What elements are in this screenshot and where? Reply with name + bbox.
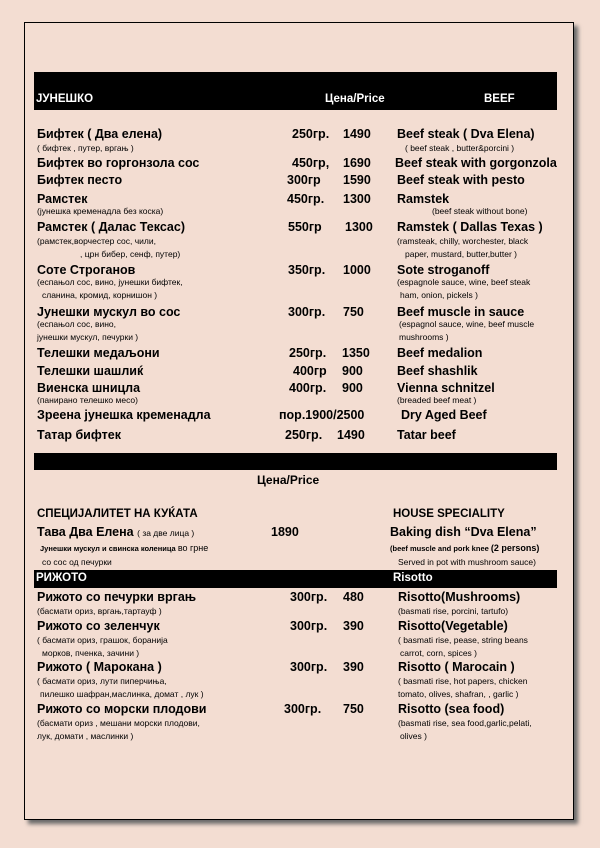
beef-item-desc-en: ( beef steak , butter&porcini )	[405, 143, 515, 153]
beef-item-name-mk: Бифтек ( Два елена)	[37, 127, 163, 141]
beef-item-name-mk: Татар бифтек	[37, 428, 121, 442]
risotto-item-desc-mk: ( басмати ориз, лути пиперчиња,	[37, 676, 167, 686]
house-desc-en-1	[390, 543, 539, 553]
beef-item-price: 900	[342, 364, 363, 378]
risotto-item-weight: 300гр.	[290, 619, 328, 633]
beef-item-name-en: Tatar beef	[397, 428, 456, 442]
risotto-item-desc-en: ( basmati rise, hot papers, chicken	[398, 676, 528, 686]
beef-header-bar	[34, 90, 557, 110]
risotto-header-bar	[34, 570, 557, 588]
beef-item-desc-mk: ( бифтек , путер, вргањ )	[37, 143, 134, 153]
beef-item-weight: 300гр	[287, 173, 321, 187]
beef-item-name-mk: Телешки шашлиќ	[37, 364, 144, 378]
beef-item-desc-mk: , црн бибер, сенф, путер)	[80, 249, 181, 259]
risotto-item-weight: 300гр.	[284, 702, 322, 716]
beef-item-name-en: Ramstek	[397, 192, 450, 206]
risotto-item-name-mk: Рижото ( Марокана )	[37, 660, 162, 674]
beef-header-mk: ЈУНЕШКО	[36, 93, 94, 105]
house-desc-mk-1a: Јунешки мускул и свинска коленица	[40, 544, 176, 553]
beef-item-name-mk: Јунешки мускул во сос	[37, 305, 181, 319]
house-title-en: HOUSE SPECIALITY	[393, 508, 505, 520]
risotto-header-en: Risotto	[393, 572, 433, 584]
house-desc-en-1b: (2 persons)	[490, 543, 540, 553]
house-dish-en: Baking dish “Dva Elena”	[390, 525, 537, 539]
risotto-item-desc-mk: морков, пченка, зачини )	[42, 648, 140, 658]
beef-item-desc-en: paper, mustard, butter,butter )	[405, 249, 517, 259]
risotto-item-desc-en: (basmati rise, porcini, tartufo)	[398, 606, 509, 616]
house-desc-en-1a: (beef muscle and pork knee	[390, 544, 489, 553]
beef-item-desc-en: (breaded beef meat )	[397, 395, 477, 405]
beef-item-price: 1300	[345, 220, 373, 234]
risotto-item-desc-mk: пилешко шафран,маслинка, домат , лук )	[40, 689, 204, 699]
beef-item-weight: 450гр,	[292, 156, 330, 170]
beef-item-price: 1490	[337, 428, 365, 442]
beef-item-desc-mk: јунешки мускул, печурки )	[37, 332, 139, 342]
risotto-item-name-en: Risotto(Vegetable)	[398, 619, 508, 633]
house-dish-mk-name: Тава Два Елена	[37, 525, 134, 539]
risotto-item-name-en: Risotto (sea food)	[398, 702, 505, 716]
beef-item-weight: 400гр	[293, 364, 327, 378]
house-title-mk: СПЕЦИЈАЛИТЕТ НА КУЌАТА	[37, 508, 198, 520]
top-black-bar	[34, 72, 557, 90]
beef-item-desc-mk: (рамстек,ворчестер сос, чили,	[37, 236, 156, 246]
risotto-item-weight: 300гр.	[290, 660, 328, 674]
beef-item-name-mk: Телешки медаљони	[37, 346, 160, 360]
risotto-item-price: 390	[343, 619, 364, 633]
risotto-item-desc-en: carrot, corn, spices )	[400, 648, 477, 658]
beef-item-price: 1300	[343, 192, 371, 206]
beef-item-price: 1350	[342, 346, 370, 360]
risotto-item-price: 750	[343, 702, 364, 716]
beef-item-name-mk: Зреена јунешка кременадла	[37, 408, 211, 422]
house-desc-en-2: Served in pot with mushroom sauce)	[398, 557, 536, 567]
beef-item-price: 900	[342, 381, 363, 395]
house-dish-mk-note: ( за две лица )	[137, 528, 195, 538]
risotto-header-mk: РИЖОТО	[36, 572, 87, 584]
beef-item-price: 750	[343, 305, 364, 319]
risotto-item-price: 390	[343, 660, 364, 674]
risotto-item-desc-en: tomato, olives, shafran, , garlic )	[398, 689, 519, 699]
beef-item-desc-en: (espagnole sauce, wine, beef steak	[397, 277, 531, 287]
beef-item-weight: 550гр	[288, 220, 322, 234]
beef-item-desc-en: (ramsteak, chilly, worchester, black	[397, 236, 529, 246]
beef-item-price: 1490	[343, 127, 371, 141]
risotto-item-name-mk: Рижото со морски плодови	[37, 702, 207, 716]
beef-item-desc-en: (beef steak without bone)	[432, 206, 528, 216]
house-price-label: Цена/Price	[257, 473, 320, 487]
house-dish-price: 1890	[271, 525, 299, 539]
beef-item-name-mk: Рамстек	[37, 192, 88, 206]
beef-header-price: Цена/Price	[325, 93, 385, 105]
beef-item-desc-mk: сланина, кромид, корнишон )	[42, 290, 158, 300]
risotto-item-desc-mk: (басмати ориз , мешани морски плодови,	[37, 718, 200, 728]
beef-item-weight: 250гр.	[292, 127, 330, 141]
risotto-item-desc-mk: (басмати ориз, вргањ,тартауф )	[37, 606, 162, 616]
beef-item-desc-en: ham, onion, pickels )	[400, 290, 478, 300]
beef-item-name-en: Beef steak with gorgonzola	[395, 156, 557, 170]
beef-item-name-en: Beef medalion	[397, 346, 483, 360]
house-desc-mk-2: со сос од печурки	[42, 557, 112, 567]
risotto-item-price: 480	[343, 590, 364, 604]
beef-item-weight: 250гр.	[285, 428, 323, 442]
beef-item-name-en: Beef steak with pesto	[397, 173, 525, 187]
beef-item-name-en: Beef steak ( Dva Elena)	[397, 127, 535, 141]
beef-item-weight: пор.1900/2500	[279, 408, 365, 422]
beef-item-name-en: Vienna schnitzel	[397, 381, 495, 395]
beef-item-name-en: Sote stroganoff	[397, 263, 490, 277]
beef-item-name-en: Ramstek ( Dallas Texas )	[397, 220, 543, 234]
risotto-item-name-mk: Рижото со печурки вргањ	[37, 590, 197, 604]
risotto-item-weight: 300гр.	[290, 590, 328, 604]
risotto-item-name-en: Risotto ( Marocain )	[398, 660, 515, 674]
beef-item-desc-mk: (панирано телешко месо)	[37, 395, 138, 405]
beef-item-desc-en: mushrooms )	[399, 332, 449, 342]
beef-item-desc-mk: (јунешка кременадла без коска)	[37, 206, 164, 216]
beef-item-weight: 450гр.	[287, 192, 325, 206]
beef-item-desc-mk: (еспањол сос, вино, јунешки бифтек,	[37, 277, 183, 287]
divider-underline-right	[306, 461, 336, 466]
house-dish-mk	[37, 525, 194, 539]
beef-item-weight: 400гр.	[289, 381, 327, 395]
beef-item-name-mk: Соте Строганов	[37, 263, 136, 277]
beef-item-name-mk: Виенска шницла	[37, 381, 141, 395]
beef-item-name-en: Dry Aged Beef	[401, 408, 487, 422]
beef-item-name-mk: Бифтек во горгонзола сос	[37, 156, 200, 170]
house-desc-mk-1b: во грне	[177, 543, 209, 553]
beef-header-en: BEEF	[484, 93, 515, 105]
risotto-item-desc-en: (basmati rise, sea food,garlic,pelati,	[398, 718, 532, 728]
beef-item-price: 1690	[343, 156, 371, 170]
risotto-item-desc-en: olives )	[400, 731, 427, 741]
risotto-item-desc-mk: лук, домати , маслинки )	[37, 731, 134, 741]
beef-item-name-mk: Бифтек песто	[37, 173, 123, 187]
beef-item-weight: 250гр.	[289, 346, 327, 360]
beef-item-weight: 350гр.	[288, 263, 326, 277]
risotto-item-name-mk: Рижото со зеленчук	[37, 619, 160, 633]
risotto-item-desc-mk: ( басмати ориз, грашок, боранија	[37, 635, 168, 645]
risotto-item-desc-en: ( basmati rise, pease, string beans	[398, 635, 528, 645]
section-divider-bar	[34, 453, 557, 470]
divider-underline-left	[253, 461, 289, 466]
beef-item-name-en: Beef shashlik	[397, 364, 478, 378]
beef-item-desc-en: (espagnol sauce, wine, beef muscle	[399, 319, 535, 329]
house-desc-mk-1	[40, 543, 208, 553]
beef-item-name-mk: Рамстек ( Далас Тексас)	[37, 220, 185, 234]
beef-item-desc-mk: (еспањол сос, вино,	[37, 319, 116, 329]
beef-item-price: 1590	[343, 173, 371, 187]
risotto-item-name-en: Risotto(Mushrooms)	[398, 590, 521, 604]
beef-item-price: 1000	[343, 263, 371, 277]
beef-item-name-en: Beef muscle in sauce	[397, 305, 525, 319]
beef-item-weight: 300гр.	[288, 305, 326, 319]
